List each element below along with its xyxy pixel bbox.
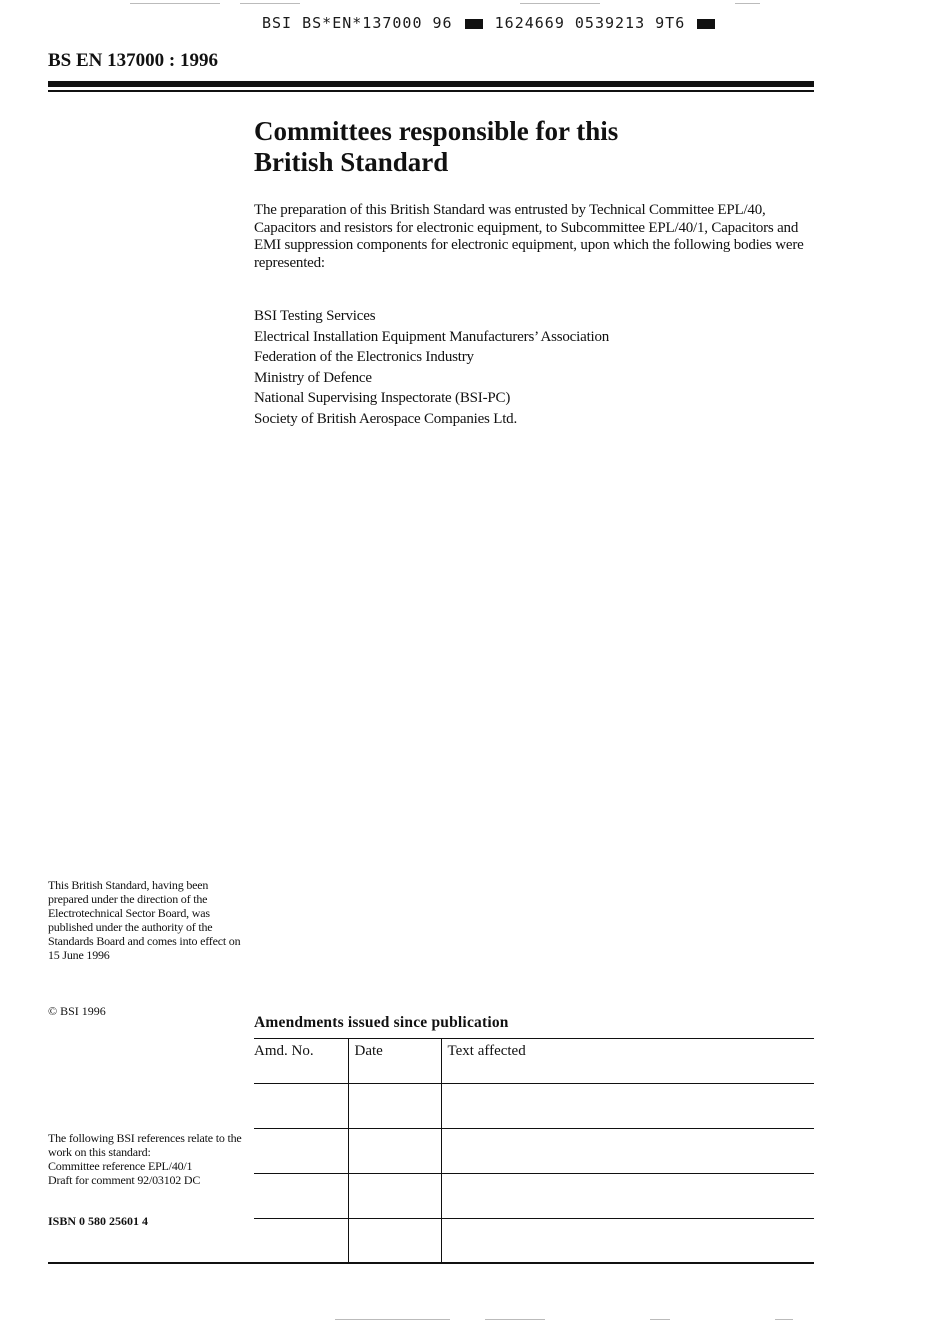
scan-mark xyxy=(130,3,220,4)
scan-mark xyxy=(335,1319,450,1320)
control-code-part1: BSI BS*EN*137000 96 xyxy=(262,14,453,32)
list-item: Society of British Aerospace Companies Ltd. xyxy=(254,410,518,427)
column-header: Date xyxy=(348,1039,441,1084)
table-header-row xyxy=(254,1039,814,1084)
table-cell xyxy=(348,1084,441,1129)
amendments-heading: Amendments issued since publication xyxy=(254,1014,509,1031)
table-cell xyxy=(254,1219,348,1264)
list-item: National Supervising Inspectorate (BSI-PC) xyxy=(254,390,511,406)
table-cell xyxy=(441,1084,814,1129)
scan-mark xyxy=(485,1319,545,1320)
isbn: ISBN 0 580 25601 4 xyxy=(48,1214,149,1228)
column-header: Text affected xyxy=(441,1039,814,1084)
redaction-block xyxy=(697,19,715,29)
header-rule-thin xyxy=(48,90,814,92)
table-cell xyxy=(254,1129,348,1174)
column-header: Amd. No. xyxy=(254,1039,348,1084)
document-number: BS EN 137000 : 1996 xyxy=(48,50,218,71)
amendments-table xyxy=(254,1038,814,1264)
represented-bodies-list xyxy=(254,306,609,429)
table-cell xyxy=(348,1174,441,1219)
intro-paragraph: The preparation of this British Standard was entrusted by Technical Committee EPL/40, Capacitors and resistors for electronic equipment, to Subcommittee EPL/40/1, Capacitors and EMI suppression components for electronic equipment, upon which the following bodies were represented: xyxy=(254,202,804,271)
table-cell xyxy=(254,1174,348,1219)
list-item: Electrical Installation Equipment Manufacturers’ Association xyxy=(254,328,610,345)
table-cell xyxy=(348,1129,441,1174)
list-item: Federation of the Electronics Industry xyxy=(254,349,474,365)
document-control-code xyxy=(262,14,717,32)
list-item: Ministry of Defence xyxy=(254,369,372,386)
table-cell xyxy=(254,1084,348,1129)
table-cell xyxy=(441,1174,814,1219)
table-row xyxy=(254,1174,814,1219)
control-code-part2: 1624669 0539213 9T6 xyxy=(494,14,686,32)
page-title xyxy=(254,116,814,178)
references-intro: The following BSI references relate to the work on this standard: xyxy=(48,1131,242,1159)
publication-note-text: This British Standard, having been prepared under the direction of the Electrotechnical Sector Board, was published under the authority of the Standards Board and comes into effect on xyxy=(48,878,241,948)
publication-note xyxy=(48,878,243,962)
scan-mark xyxy=(520,3,600,4)
copyright-notice: © BSI 1996 xyxy=(48,1004,106,1018)
scan-mark xyxy=(775,1319,793,1320)
table-row xyxy=(254,1219,814,1264)
table-cell xyxy=(441,1129,814,1174)
draft-reference: Draft for comment 92/03102 DC xyxy=(48,1173,201,1187)
scan-mark xyxy=(650,1319,670,1320)
bsi-references xyxy=(48,1131,248,1187)
table-cell xyxy=(441,1219,814,1264)
redaction-block xyxy=(465,19,483,29)
table-row xyxy=(254,1129,814,1174)
scan-mark xyxy=(240,3,300,4)
effective-date: 15 June 1996 xyxy=(48,948,110,962)
table-cell xyxy=(348,1219,441,1264)
title-line: Committees responsible for this xyxy=(254,116,619,146)
title-line: British Standard xyxy=(254,147,449,177)
list-item: BSI Testing Services xyxy=(254,308,376,324)
committee-reference: Committee reference EPL/40/1 xyxy=(48,1159,193,1173)
footer-rule xyxy=(48,1262,814,1264)
header-rule-thick xyxy=(48,81,814,87)
scan-mark xyxy=(735,3,760,4)
table-row xyxy=(254,1084,814,1129)
